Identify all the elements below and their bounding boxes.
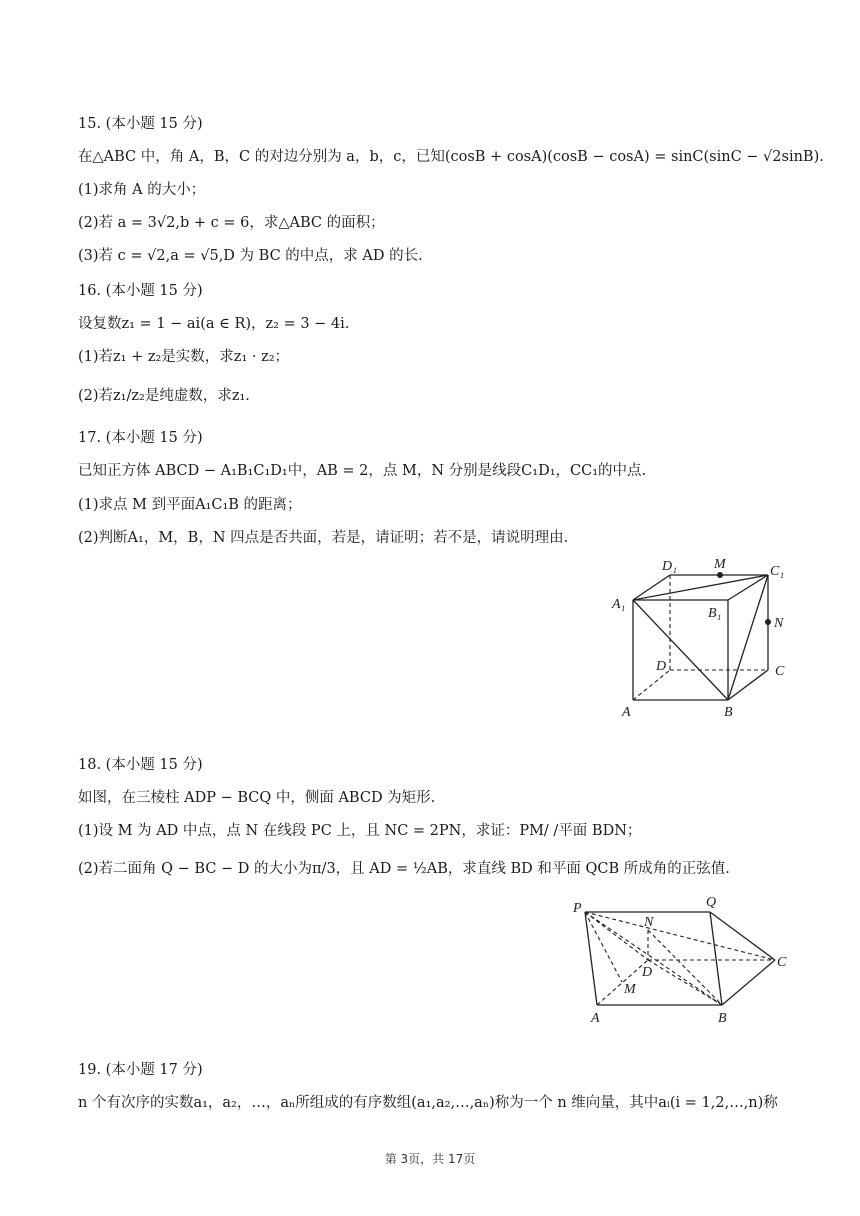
q17-header: 17. (本小题 15 分) xyxy=(78,430,203,446)
prism-label-Q: Q xyxy=(706,895,717,910)
q15-part1: (1)求角 A 的大小； xyxy=(78,182,206,198)
cube-label-A1: A₁ xyxy=(612,597,626,612)
cube-label-N: N xyxy=(774,616,784,631)
q16-stem: 设复数z₁ = 1 − ai(a ∈ R)，z₂ = 3 − 4i. xyxy=(78,316,350,332)
cube-label-B1: B₁ xyxy=(708,606,722,621)
prism-label-C: C xyxy=(777,955,787,970)
q17-part1: (1)求点 M 到平面A₁C₁B 的距离； xyxy=(78,497,302,513)
q16-part1: (1)若z₁ + z₂是实数，求z₁ · z₂； xyxy=(78,349,290,365)
page-footer: 第 3页，共 17页 xyxy=(384,1152,476,1166)
q16-part2: (2)若z₁/z₂是纯虚数，求z₁. xyxy=(78,388,250,404)
q15-stem: 在△ABC 中，角 A，B，C 的对边分别为 a，b，c，已知(cosB + cosA)(cosB − cosA) = sinC(sinC − √2sinB). xyxy=(78,149,824,165)
q18-part2: (2)若二面角 Q − BC − D 的大小为π/3，且 AD = ½AB，求直线 BD 和平面 QCB 所成角的正弦值. xyxy=(78,861,730,877)
q17-stem: 已知正方体 ABCD − A₁B₁C₁D₁中，AB = 2，点 M，N 分别是线段C₁D₁，CC₁的中点. xyxy=(78,463,647,479)
cube-label-D1: D₁ xyxy=(662,559,677,574)
prism-figure xyxy=(565,888,795,1028)
cube-label-B: B xyxy=(724,705,733,720)
cube-label-M: M xyxy=(714,557,726,572)
q15-part2: (2)若 a = 3√2,b + c = 6，求△ABC 的面积； xyxy=(78,215,385,231)
q18-stem: 如图，在三棱柱 ADP − BCQ 中，侧面 ABCD 为矩形. xyxy=(78,790,436,806)
q19-header: 19. (本小题 17 分) xyxy=(78,1062,203,1078)
cube-label-D: D xyxy=(656,659,667,674)
cube-label-A: A xyxy=(622,705,631,720)
cube-label-C1: C₁ xyxy=(770,564,785,579)
prism-label-N: N xyxy=(644,915,654,930)
prism-label-B: B xyxy=(718,1011,727,1026)
cube-figure xyxy=(600,552,800,722)
prism-label-A: A xyxy=(591,1011,600,1026)
cube-label-C: C xyxy=(775,664,785,679)
prism-label-D: D xyxy=(642,965,653,980)
q15-header: 15. (本小题 15 分) xyxy=(78,116,203,132)
q18-part1: (1)设 M 为 AD 中点，点 N 在线段 PC 上，且 NC = 2PN，求证：PM/ /平面 BDN； xyxy=(78,823,642,839)
q19-stem: n 个有次序的实数a₁，a₂，…，aₙ所组成的有序数组(a₁,a₂,…,aₙ)称为一个 n 维向量，其中aᵢ(i = 1,2,…,n)称 xyxy=(78,1095,778,1111)
q15-part3: (3)若 c = √2,a = √5,D 为 BC 的中点，求 AD 的长. xyxy=(78,248,423,264)
prism-label-P: P xyxy=(573,901,582,916)
q16-header: 16. (本小题 15 分) xyxy=(78,283,203,299)
q18-header: 18. (本小题 15 分) xyxy=(78,757,203,773)
q17-part2: (2)判断A₁，M，B，N 四点是否共面，若是，请证明；若不是，请说明理由. xyxy=(78,530,569,546)
prism-label-M: M xyxy=(624,982,636,997)
